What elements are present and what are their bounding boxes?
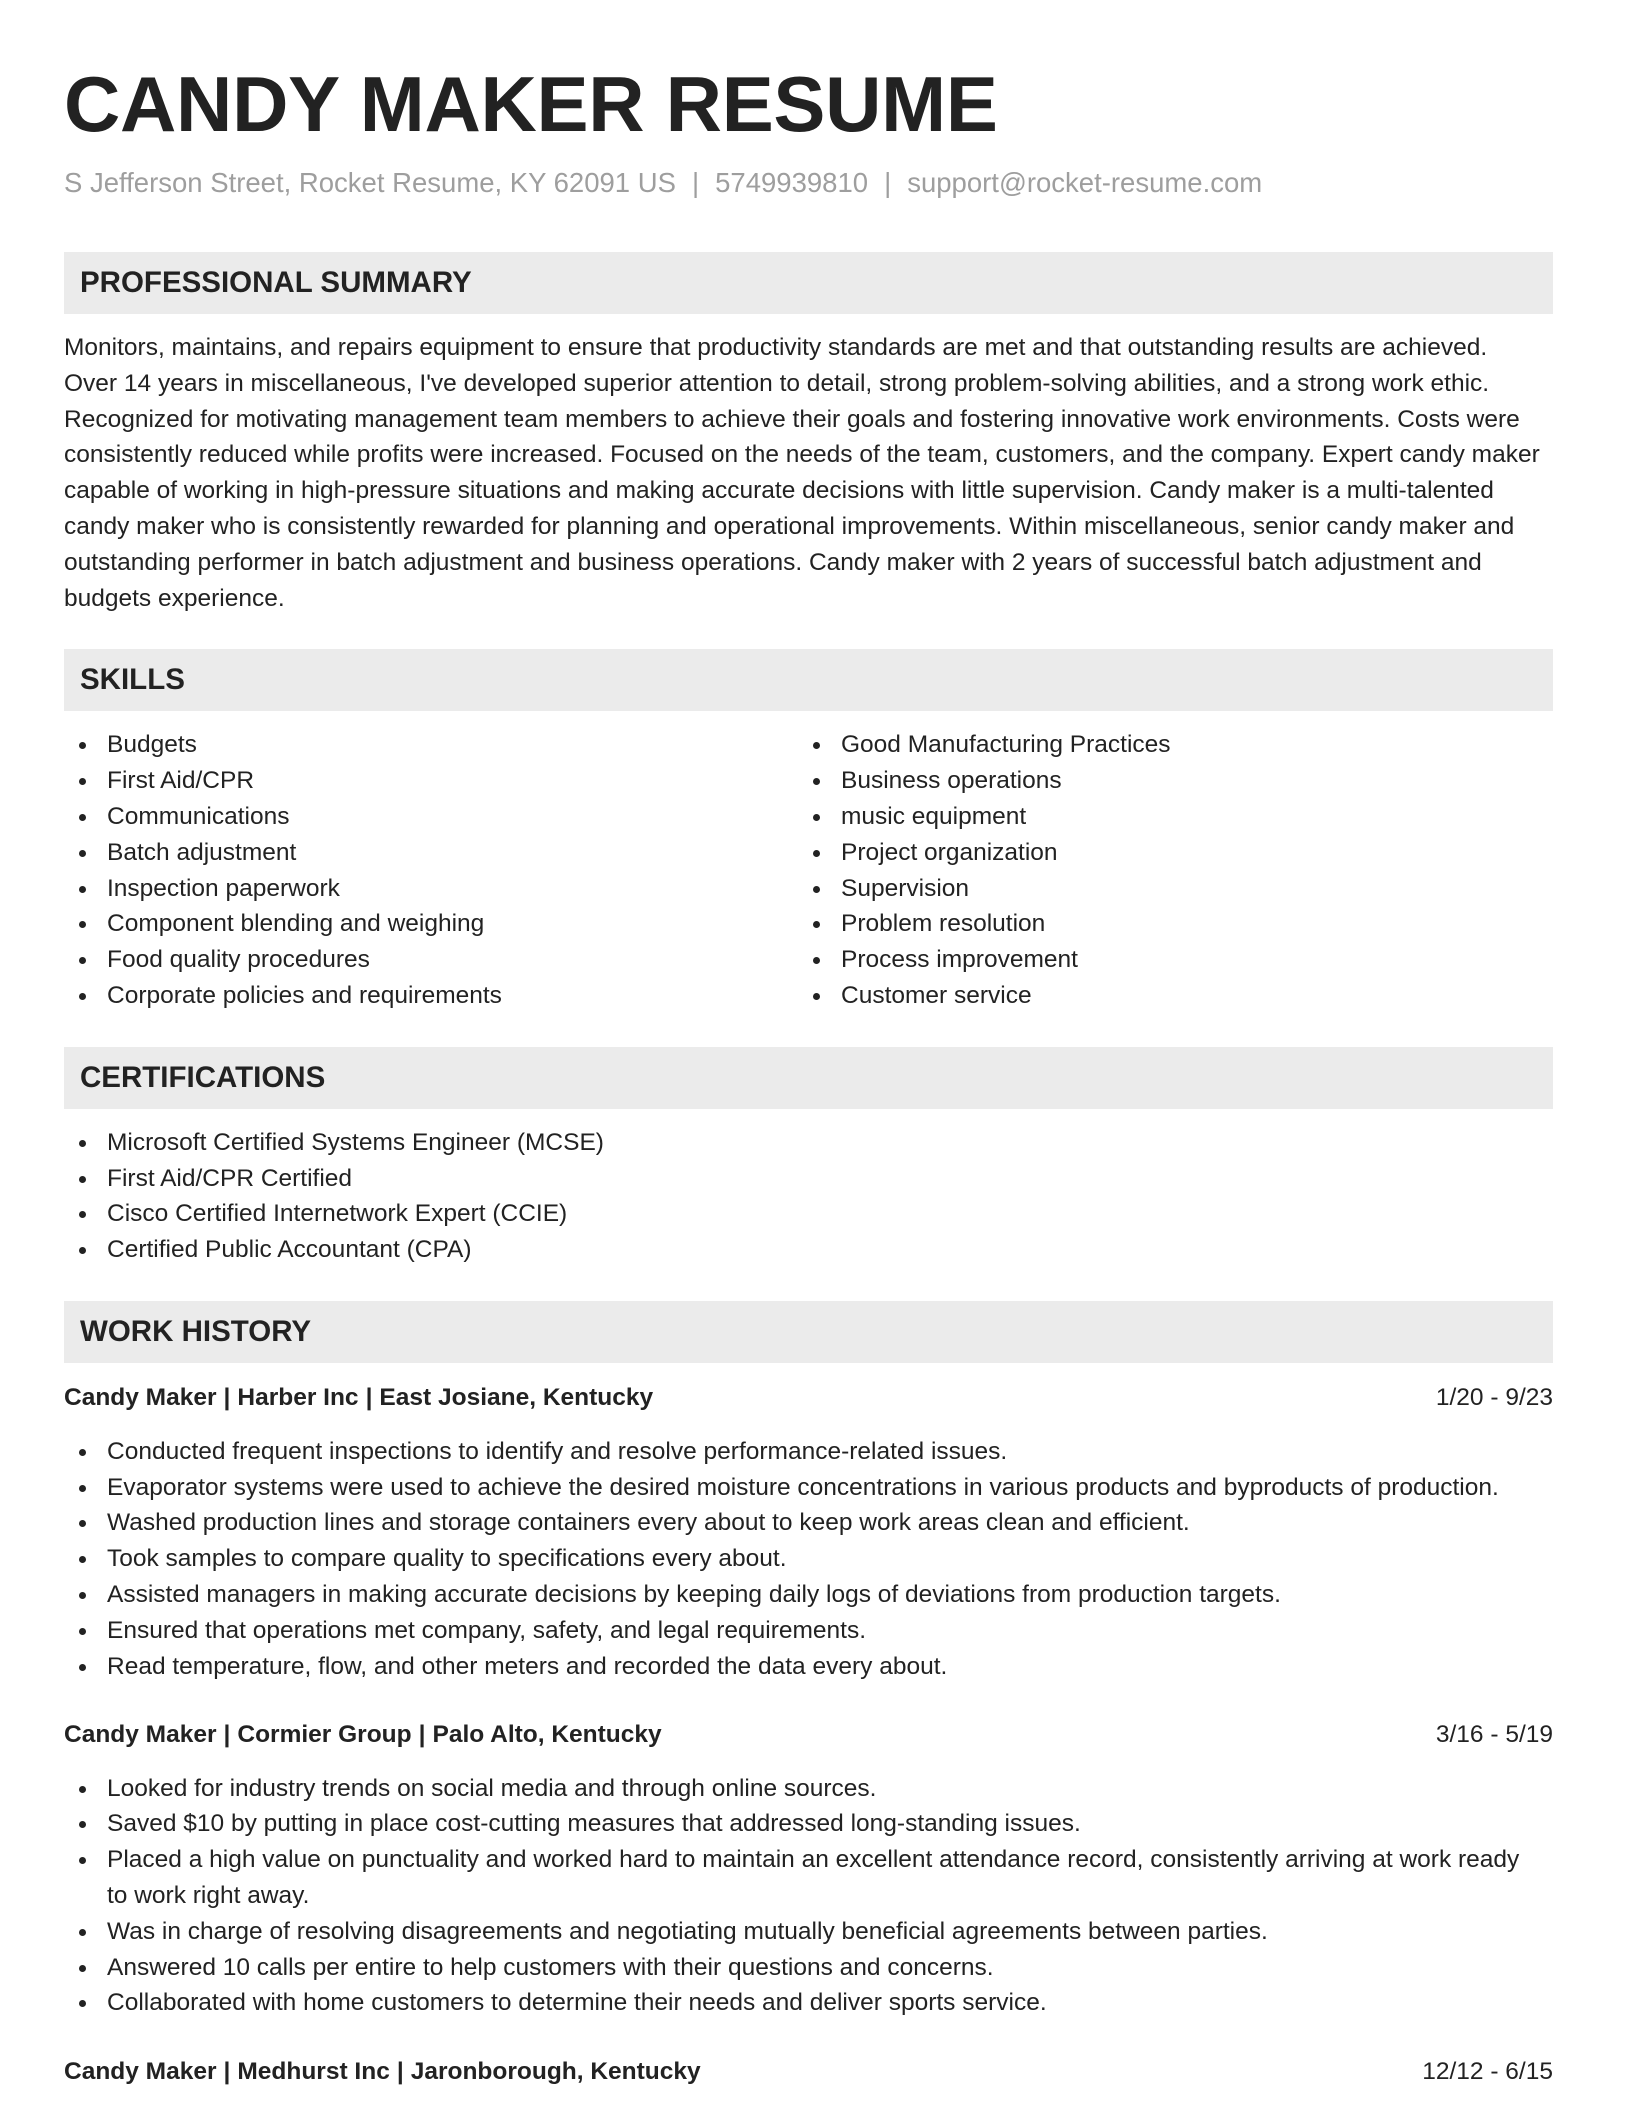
job-bullet: Assisted managers in making accurate decisions by keeping daily logs of deviations from production targets. [107, 1577, 1541, 1613]
skill-item: Good Manufacturing Practices [841, 727, 1553, 763]
skill-item: Customer service [841, 978, 1553, 1014]
certifications-list [64, 1125, 1553, 1268]
contact-email: support@rocket-resume.com [907, 167, 1263, 198]
job-entry [64, 1717, 1553, 2021]
job-title-separator: | [223, 1721, 231, 1749]
job-title [64, 2054, 701, 2090]
job-bullet: Washed production lines and storage containers every about to keep work areas clean and efficient. [107, 1505, 1541, 1541]
resume-title: CANDY MAKER RESUME [64, 60, 998, 148]
contact-address: S Jefferson Street, Rocket Resume, KY 62091 US [64, 167, 676, 198]
job-company: Medhurst Inc [237, 2058, 390, 2086]
job-role: Candy Maker [64, 1384, 217, 1412]
skill-item: Component blending and weighing [107, 906, 798, 942]
skill-item: Supervision [841, 871, 1553, 907]
skill-item: Corporate policies and requirements [107, 978, 798, 1014]
skill-item: Process improvement [841, 942, 1553, 978]
skill-item: Project organization [841, 835, 1553, 871]
certification-item: First Aid/CPR Certified [107, 1161, 1541, 1197]
contact-separator: | [884, 167, 892, 198]
job-role: Candy Maker [64, 2058, 217, 2086]
work-history-list [64, 1380, 1553, 2090]
contact-phone: 5749939810 [715, 167, 869, 198]
job-location: Jaronborough, Kentucky [410, 2058, 701, 2086]
certification-item: Cisco Certified Internetwork Expert (CCIE) [107, 1196, 1541, 1232]
summary-line: Monitors, maintains, and repairs equipment to ensure that productivity standards are met and that outstanding results are achieved. [64, 334, 1488, 361]
skill-item: First Aid/CPR [107, 763, 798, 799]
section-header-certifications [64, 1047, 1553, 1109]
skill-item: Problem resolution [841, 906, 1553, 942]
job-bullet: Ensured that operations met company, safety, and legal requirements. [107, 1613, 1541, 1649]
job-entry [64, 1380, 1553, 1684]
skill-item: Batch adjustment [107, 835, 798, 871]
summary-line: Recognized for motivating management team members to achieve their goals and fostering innovative work environments. Costs were [64, 405, 1520, 433]
job-header [64, 1380, 1553, 1416]
section-header-summary [64, 252, 1553, 314]
section-heading-certifications: CERTIFICATIONS [80, 1060, 326, 1094]
job-dates: 1/20 - 9/23 [1435, 1384, 1553, 1412]
job-entry [64, 2054, 1553, 2090]
skill-item: Business operations [841, 763, 1553, 799]
job-dates: 12/12 - 6/15 [1422, 2058, 1553, 2086]
job-bullet: Answered 10 calls per entire to help customers with their questions and concerns. [107, 1950, 1541, 1986]
skill-item: music equipment [841, 799, 1553, 835]
job-location: Palo Alto, Kentucky [432, 1721, 662, 1749]
job-bullet: Collaborated with home customers to determine their needs and deliver sports service. [107, 1985, 1541, 2021]
job-title [64, 1717, 662, 1753]
summary-line: Over 14 years in miscellaneous, I've developed superior attention to detail, strong problem-solving abilities, and a strong work ethic. [64, 369, 1490, 397]
job-bullet: Took samples to compare quality to specifications every about. [107, 1541, 1541, 1577]
skills-list-left [64, 727, 798, 1013]
section-header-work-history [64, 1301, 1553, 1363]
summary-line: outstanding performer in batch adjustment and business operations. Candy maker with 2 years of successful batch adjustment and [64, 548, 1482, 576]
section-heading-skills: SKILLS [80, 663, 185, 697]
job-company: Harber Inc [237, 1384, 359, 1412]
summary-line: candy maker who is consistently rewarded for planning and operational improvements. Within miscellaneous, senior candy maker and [64, 512, 1515, 540]
job-bullets [64, 1771, 1553, 2022]
job-title-separator: | [223, 1384, 231, 1412]
skills-list-right [798, 727, 1553, 1013]
skill-item: Budgets [107, 727, 798, 763]
job-bullet: Conducted frequent inspections to identify and resolve performance-related issues. [107, 1434, 1541, 1470]
job-title-separator: | [365, 1384, 373, 1412]
skill-item: Communications [107, 799, 798, 835]
certification-item: Microsoft Certified Systems Engineer (MCSE) [107, 1125, 1541, 1161]
summary-line: capable of working in high-pressure situations and making accurate decisions with little supervision. Candy maker is a multi-talented [64, 477, 1494, 505]
job-bullet: Evaporator systems were used to achieve the desired moisture concentrations in various products and byproducts of production. [107, 1470, 1541, 1506]
contact-separator: | [691, 167, 700, 198]
job-title-separator: | [418, 1721, 426, 1749]
job-bullet: Saved $10 by putting in place cost-cutting measures that addressed long-standing issues. [107, 1806, 1541, 1842]
summary-line: consistently reduced while profits were increased. Focused on the needs of the team, customers, and the company. Expert candy maker [64, 441, 1540, 469]
job-title [64, 1380, 653, 1416]
job-company: Cormier Group [237, 1721, 412, 1749]
section-heading-work-history: WORK HISTORY [80, 1314, 312, 1348]
job-title-separator: | [396, 2058, 404, 2086]
job-bullet: Placed a high value on punctuality and worked hard to maintain an excellent attendance record, consistently arriving at work ready to work right away. [107, 1842, 1541, 1914]
skill-item: Inspection paperwork [107, 871, 798, 907]
job-header [64, 2054, 1553, 2090]
section-header-skills [64, 649, 1553, 711]
summary-line: budgets experience. [64, 584, 285, 612]
skill-item: Food quality procedures [107, 942, 798, 978]
job-header [64, 1717, 1553, 1753]
job-location: East Josiane, Kentucky [379, 1384, 654, 1412]
job-bullet: Read temperature, flow, and other meters and recorded the data every about. [107, 1649, 1541, 1685]
job-bullet: Looked for industry trends on social media and through online sources. [107, 1771, 1541, 1807]
job-bullets [64, 1434, 1553, 1685]
section-heading-summary: PROFESSIONAL SUMMARY [80, 266, 472, 299]
summary-text [64, 330, 1553, 616]
job-title-separator: | [223, 2058, 231, 2086]
job-dates: 3/16 - 5/19 [1435, 1721, 1553, 1749]
job-role: Candy Maker [64, 1721, 217, 1749]
certification-item: Certified Public Accountant (CPA) [107, 1232, 1541, 1268]
job-bullet: Was in charge of resolving disagreements and negotiating mutually beneficial agreements between parties. [107, 1914, 1541, 1950]
skills-grid [64, 727, 1553, 1013]
contact-line [64, 165, 1553, 201]
resume-content [64, 0, 1553, 2090]
